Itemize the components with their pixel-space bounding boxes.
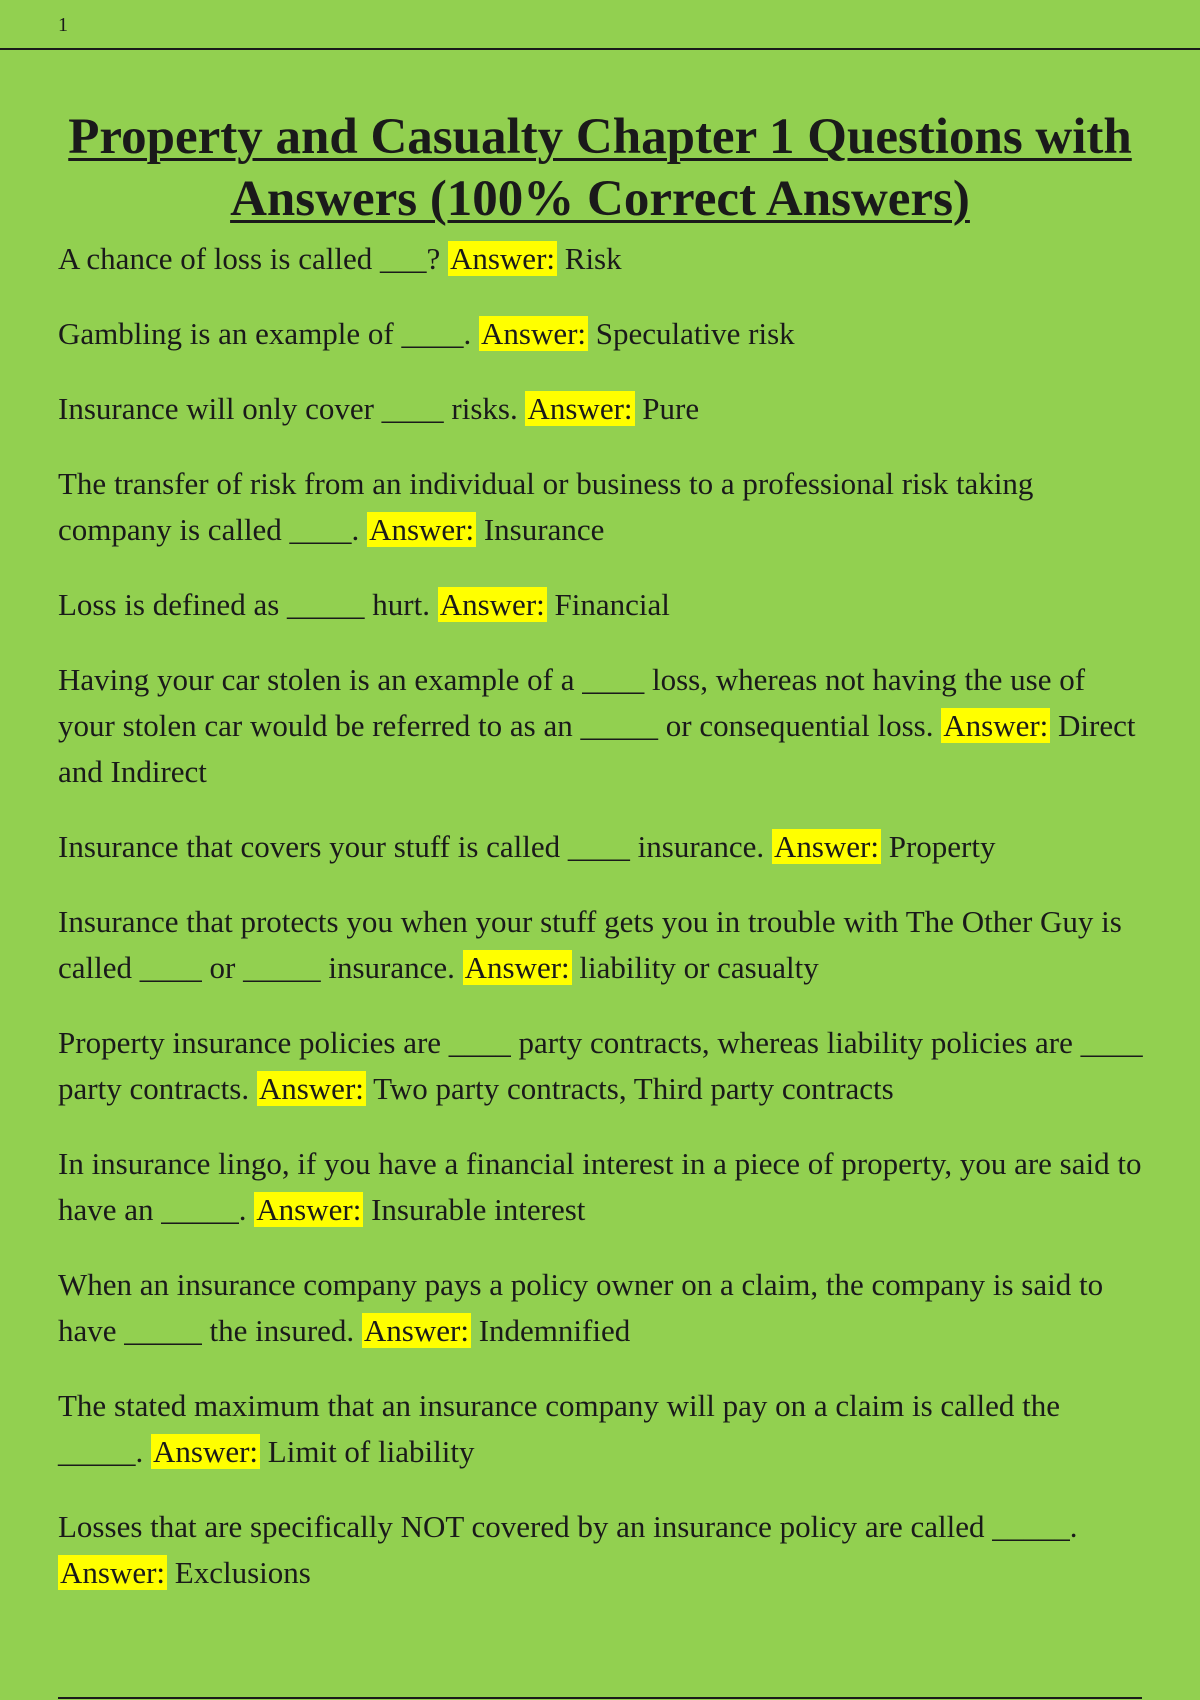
answer-text: Pure (642, 391, 700, 426)
answer-text: Two party contracts, Third party contracts (373, 1071, 894, 1106)
answer-label: Answer: (258, 1071, 364, 1106)
answer-text: Direct and Indirect (58, 708, 1136, 789)
answer-text: Speculative risk (595, 316, 795, 351)
qa-item (58, 236, 1148, 282)
question-text: When an insurance company pays a policy owner on a claim, the company is said to have _____ the insured. (58, 1267, 1104, 1348)
answer-label: Answer: (60, 1555, 166, 1590)
footer-divider (58, 1697, 1142, 1699)
page-number: 1 (58, 14, 68, 36)
qa-item (58, 311, 1148, 357)
qa-item (58, 657, 1148, 795)
question-text: Insurance that protects you when your stuff gets you in trouble with The Other Guy is called ____ or _____ insurance. (58, 904, 1122, 985)
answer-label: Answer: (363, 1313, 469, 1348)
qa-item (58, 461, 1148, 553)
page-title: Property and Casualty Chapter 1 Questions with Answers (100% Correct Answers) (68, 109, 1132, 227)
answer-label: Answer: (369, 512, 475, 547)
qa-item (58, 386, 1148, 432)
question-text: Loss is defined as _____ hurt. (58, 587, 430, 622)
answer-label: Answer: (464, 950, 570, 985)
qa-list (58, 236, 1148, 1625)
answer-label: Answer: (527, 391, 633, 426)
qa-item (58, 824, 1148, 870)
qa-item (58, 1020, 1148, 1112)
answer-label: Answer: (153, 1434, 259, 1469)
question-text: The stated maximum that an insurance company will pay on a claim is called the _____. (58, 1388, 1061, 1469)
answer-text: Exclusions (174, 1555, 311, 1590)
question-text: Insurance will only cover ____ risks. (58, 391, 518, 426)
answer-text: Financial (554, 587, 670, 622)
qa-item (58, 1383, 1148, 1475)
answer-text: Indemnified (478, 1313, 631, 1348)
header-divider (0, 48, 1200, 50)
question-text: The transfer of risk from an individual or business to a professional risk taking company is called ____. (58, 466, 1034, 547)
answer-text: Property (888, 829, 996, 864)
answer-text: Risk (564, 241, 622, 276)
answer-label: Answer: (481, 316, 587, 351)
question-text: Losses that are specifically NOT covered by an insurance policy are called _____. (58, 1509, 1078, 1544)
answer-label: Answer: (943, 708, 1049, 743)
answer-text: liability or casualty (579, 950, 819, 985)
qa-item (58, 899, 1148, 991)
qa-item (58, 1262, 1148, 1354)
answer-label: Answer: (256, 1192, 362, 1227)
question-text: Gambling is an example of ____. (58, 316, 472, 351)
qa-item (58, 1504, 1148, 1596)
answer-label: Answer: (449, 241, 556, 276)
qa-item (58, 582, 1148, 628)
question-text: In insurance lingo, if you have a financial interest in a piece of property, you are said to have an _____. (58, 1146, 1142, 1227)
question-text: Insurance that covers your stuff is called ____ insurance. (58, 829, 765, 864)
question-text: Property insurance policies are ____ party contracts, whereas liability policies are ____ party contracts. (58, 1025, 1143, 1106)
answer-text: Insurance (483, 512, 605, 547)
answer-text: Insurable interest (371, 1192, 586, 1227)
answer-label: Answer: (439, 587, 545, 622)
question-text: Having your car stolen is an example of a ____ loss, whereas not having the use of your stolen car would be referred to as an _____ or consequential loss. (58, 662, 1086, 743)
answer-label: Answer: (773, 829, 879, 864)
qa-item (58, 1141, 1148, 1233)
answer-text: Limit of liability (267, 1434, 475, 1469)
question-text: A chance of loss is called ___? (58, 241, 441, 276)
